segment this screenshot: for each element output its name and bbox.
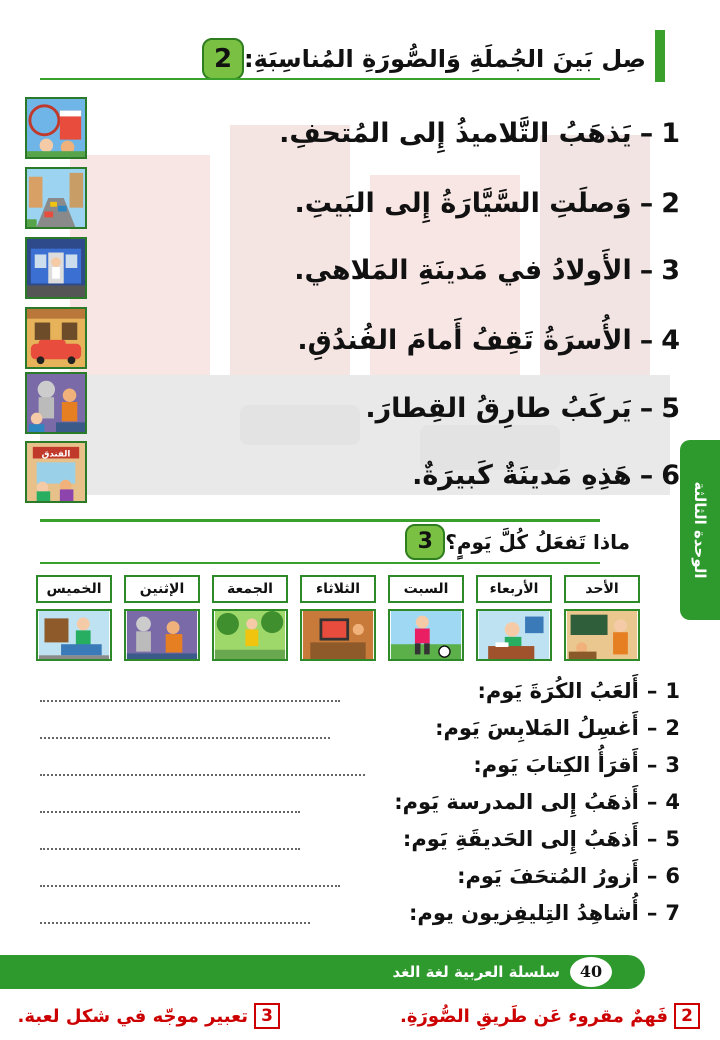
section2-header (202, 38, 660, 80)
s2-sentence-4: 4 – الأُسرَةُ تَقِفُ أَمامَ الفُندُقِ. (297, 325, 680, 356)
answer-line-4[interactable] (40, 811, 300, 813)
day-pic-garden (212, 609, 288, 661)
unit-side-tab-label: الوحدة الثالثة (691, 481, 709, 579)
section3-rule (40, 562, 600, 564)
s3-line-7: 7 – أُشاهِدُ التِليفِزيون يوم: (409, 901, 680, 925)
s3-line-4: 4 – أَذهَبُ إِلى المدرسة يَوم: (394, 790, 680, 814)
s2-sentence-1: 1 – يَذهَبُ التَّلاميذُ إِلى المُتحفِ. (279, 118, 680, 149)
day-label: الأربعاء (476, 575, 552, 603)
s3-line-3: 3 – أَقرَأُ الكِتابَ يَوم: (473, 753, 680, 777)
day-label: الجمعة (212, 575, 288, 603)
section2-number-badge: 2 (202, 38, 244, 80)
thumb-museum[interactable] (25, 372, 87, 434)
s2-sentence-2: 2 – وَصلَتِ السَّيَّارَةُ إِلى البَيتِ. (294, 188, 680, 219)
day-friday[interactable] (212, 575, 288, 661)
thumb-amusement-park[interactable] (25, 97, 87, 159)
section3-header (405, 524, 642, 560)
day-sunday[interactable] (564, 575, 640, 661)
day-tuesday[interactable] (300, 575, 376, 661)
section2-title: صِل بَينَ الجُملَةِ وَالصُّورَةِ المُناسِبَةِ: (244, 45, 646, 73)
day-label: الأحد (564, 575, 640, 603)
section3-title: ماذا تَفعَلُ كُلَّ يَومٍ؟ (445, 530, 630, 554)
day-label: الثلاثاء (300, 575, 376, 603)
s3-line-6: 6 – أَزورُ المُتحَفَ يَوم: (457, 864, 680, 888)
background-city-illustration (40, 95, 670, 495)
legend-item-2 (400, 1003, 700, 1029)
day-pic-football (388, 609, 464, 661)
answer-line-2[interactable] (40, 737, 330, 739)
unit-side-tab (680, 440, 720, 620)
s2-sentence-3: 3 – الأَولادُ في مَدينَةِ المَلاهي. (294, 255, 680, 286)
legend-text: فَهمٌ مقروء عَن طَريقِ الصُّورَةِ. (400, 1005, 668, 1027)
thumb-city-street[interactable] (25, 167, 87, 229)
day-monday[interactable] (124, 575, 200, 661)
day-saturday[interactable] (388, 575, 464, 661)
section2-vert-rule (655, 30, 665, 82)
s2-sentence-6: 6 – هَذِهِ مَدينَةٌ كَبيرَةٌ. (412, 460, 680, 491)
hotel-sign-text: الفندق (41, 449, 71, 460)
thumb-car-house[interactable] (25, 307, 87, 369)
answer-line-6[interactable] (40, 885, 340, 887)
day-label: الخميس (36, 575, 112, 603)
page-number: 40 (568, 955, 614, 989)
section3-top-rule (40, 519, 600, 522)
answer-line-3[interactable] (40, 774, 365, 776)
legend-number: 2 (674, 1003, 700, 1029)
answer-line-1[interactable] (40, 700, 340, 702)
legend-text: تعبير موجّه في شكل لعبة. (17, 1005, 248, 1027)
day-pic-classroom (564, 609, 640, 661)
day-thursday[interactable] (36, 575, 112, 661)
series-title: سلسلة العربية لغة الغد (392, 963, 560, 981)
section3-number-badge: 3 (405, 524, 445, 560)
day-pic-television (300, 609, 376, 661)
thumb-hotel[interactable] (25, 441, 87, 503)
day-wednesday[interactable] (476, 575, 552, 661)
day-pic-reading (476, 609, 552, 661)
s2-sentence-5: 5 – يَركَبُ طارِقُ القِطارَ. (365, 393, 680, 424)
answer-line-5[interactable] (40, 848, 300, 850)
s3-line-1: 1 – أَلعَبُ الكُرَةَ يَوم: (477, 679, 680, 703)
s3-line-2: 2 – أَغسِلُ المَلابِسَ يَوم: (435, 716, 680, 740)
thumb-train[interactable] (25, 237, 87, 299)
day-label: السبت (388, 575, 464, 603)
legend-item-3 (18, 1003, 280, 1029)
day-pic-laundry (36, 609, 112, 661)
section2-rule (40, 78, 600, 80)
s3-line-5: 5 – أَذهَبُ إِلى الحَديقَةِ يَوم: (402, 827, 680, 851)
answer-line-7[interactable] (40, 922, 310, 924)
day-label: الإثنين (124, 575, 200, 603)
day-pic-museum (124, 609, 200, 661)
legend-number: 3 (254, 1003, 280, 1029)
